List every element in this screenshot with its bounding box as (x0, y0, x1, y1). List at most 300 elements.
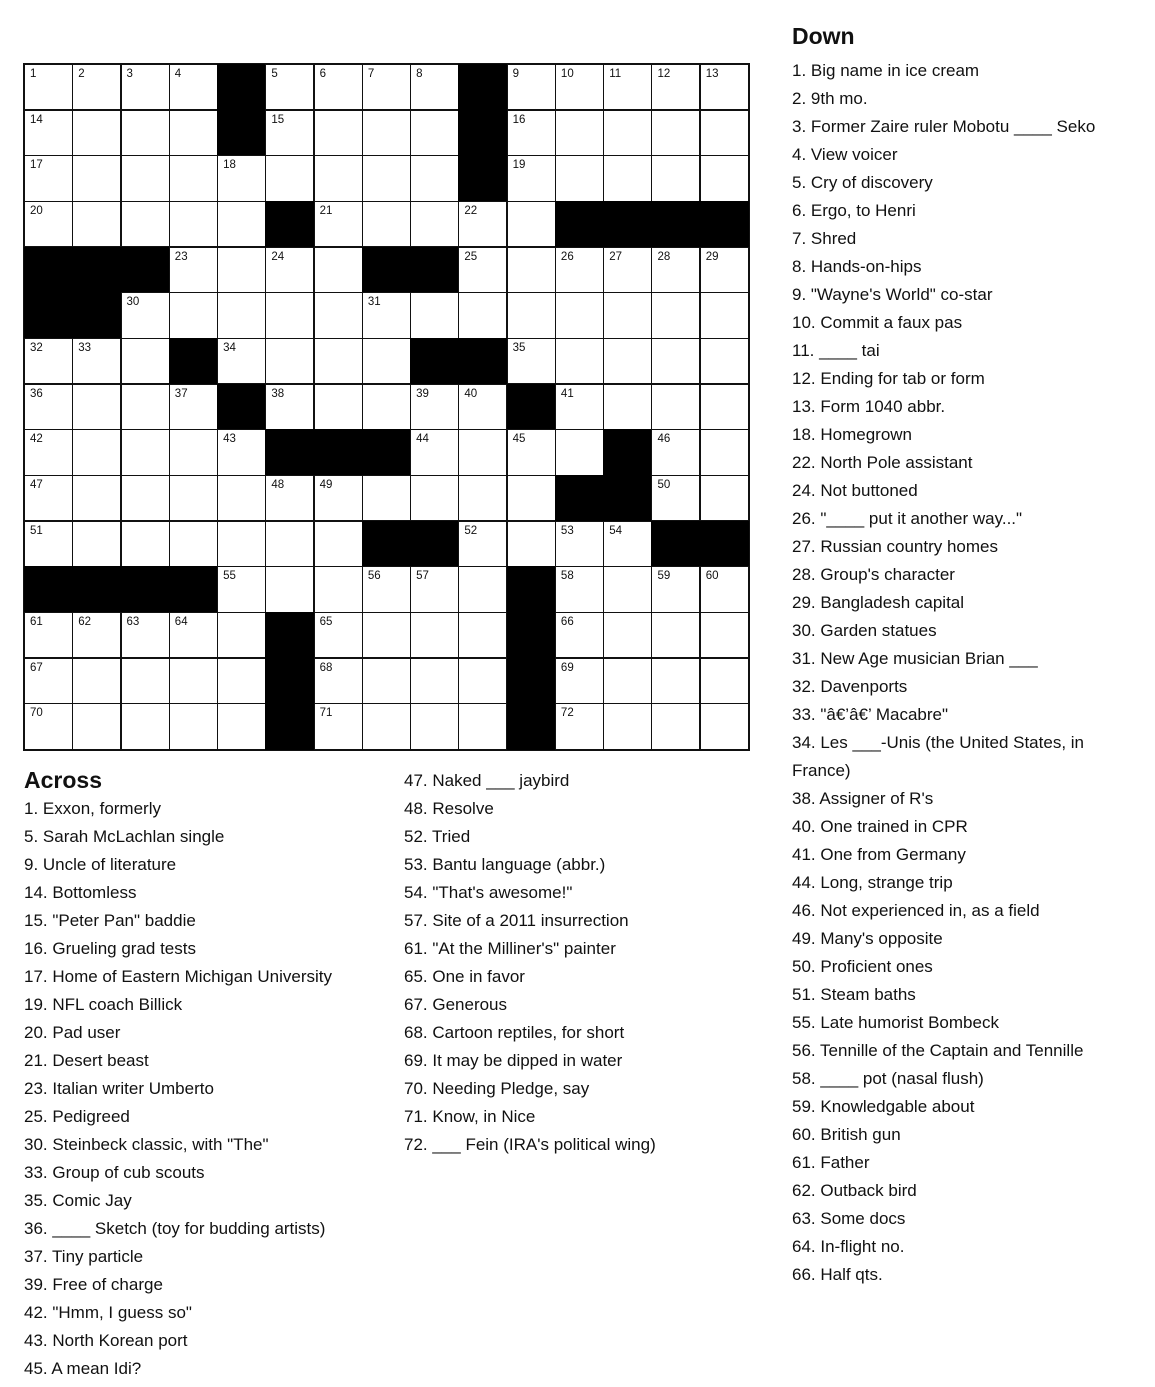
clue-number: 34 (223, 342, 236, 354)
clue-item: 14. Bottomless (24, 883, 137, 902)
grid-cell[interactable] (169, 703, 218, 749)
grid-cell[interactable] (24, 110, 73, 156)
grid-cell[interactable] (555, 429, 604, 475)
grid-cell[interactable] (265, 247, 314, 293)
grid-cell[interactable] (169, 521, 218, 567)
grid-cell[interactable] (651, 64, 700, 110)
crossword-grid (23, 63, 750, 751)
clue-number: 12 (657, 68, 671, 80)
grid-cell[interactable] (410, 64, 459, 110)
grid-cell[interactable] (169, 64, 218, 110)
grid-cell[interactable] (603, 64, 652, 110)
clue-number: 7 (367, 68, 375, 80)
grid-cell[interactable] (507, 155, 556, 201)
grid-cell[interactable] (362, 703, 411, 749)
grid-cell[interactable] (169, 612, 218, 658)
grid-cell[interactable] (72, 429, 121, 475)
grid-cell[interactable] (410, 292, 459, 338)
clue-item: 39. Free of charge (24, 1275, 163, 1294)
grid-cell[interactable] (362, 612, 411, 658)
grid-cell[interactable] (72, 64, 121, 110)
clue-number: 49 (319, 479, 333, 491)
grid-cell[interactable] (458, 658, 507, 704)
clue-item: 20. Pad user (24, 1023, 121, 1042)
grid-cell[interactable] (314, 110, 363, 156)
grid-cell[interactable] (314, 64, 363, 110)
grid-block (265, 703, 314, 749)
grid-cell[interactable] (362, 155, 411, 201)
grid-cell[interactable] (121, 110, 170, 156)
grid-cell[interactable] (458, 703, 507, 749)
grid-block (121, 247, 170, 293)
grid-cell[interactable] (169, 292, 218, 338)
grid-cell[interactable] (24, 384, 73, 430)
grid-cell[interactable] (458, 201, 507, 247)
clue-item: 70. Needing Pledge, say (404, 1079, 590, 1098)
grid-cell[interactable] (651, 703, 700, 749)
grid-block (169, 338, 218, 384)
clue-item: 55. Late humorist Bombeck (792, 1013, 999, 1032)
grid-block (362, 429, 411, 475)
grid-cell[interactable] (314, 475, 363, 521)
grid-cell[interactable] (169, 110, 218, 156)
grid-cell[interactable] (700, 612, 749, 658)
grid-cell[interactable] (555, 612, 604, 658)
grid-cell[interactable] (314, 566, 363, 612)
clue-number: 58 (560, 570, 574, 583)
down-heading: Down (792, 23, 855, 49)
grid-cell[interactable] (603, 338, 652, 384)
grid-cell[interactable] (265, 64, 314, 110)
grid-cell[interactable] (217, 155, 266, 201)
grid-cell[interactable] (72, 612, 121, 658)
grid-cell[interactable] (72, 521, 121, 567)
grid-cell[interactable] (410, 201, 459, 247)
grid-cell[interactable] (700, 429, 749, 475)
grid-cell[interactable] (555, 64, 604, 110)
clue-number: 61 (30, 616, 43, 628)
grid-cell[interactable] (555, 155, 604, 201)
across-clue-list (24, 795, 394, 1383)
grid-cell[interactable] (410, 658, 459, 704)
grid-cell[interactable] (24, 64, 73, 110)
clue-item: 68. Cartoon reptiles, for short (404, 1023, 625, 1042)
grid-cell[interactable] (410, 566, 459, 612)
grid-cell[interactable] (700, 110, 749, 156)
grid-cell[interactable] (555, 658, 604, 704)
clue-item: 29. Bangladesh capital (792, 593, 965, 612)
grid-cell[interactable] (700, 292, 749, 338)
clue-item: 33. Group of cub scouts (24, 1163, 205, 1182)
grid-cell[interactable] (651, 384, 700, 430)
grid-cell[interactable] (700, 566, 749, 612)
grid-cell[interactable] (314, 521, 363, 567)
grid-block (72, 566, 121, 612)
clue-item: 7. Shred (792, 229, 857, 248)
grid-cell[interactable] (410, 429, 459, 475)
grid-block (265, 201, 314, 247)
clue-item: 72. ___ Fein (IRA's political wing) (404, 1135, 656, 1154)
grid-cell[interactable] (555, 292, 604, 338)
grid-block (458, 155, 507, 201)
grid-cell[interactable] (458, 292, 507, 338)
grid-cell[interactable] (169, 155, 218, 201)
clue-item: 36. ____ Sketch (toy for budding artists) (24, 1219, 326, 1238)
clue-item: 59. Knowledgable about (792, 1097, 975, 1116)
grid-cell[interactable] (72, 658, 121, 704)
grid-cell[interactable] (121, 64, 170, 110)
clue-number: 57 (416, 570, 429, 583)
clue-number: 63 (126, 616, 140, 628)
clue-number: 35 (512, 342, 526, 354)
clue-number: 11 (609, 68, 622, 80)
grid-cell[interactable] (24, 338, 73, 384)
clue-number: 27 (609, 250, 622, 263)
grid-cell[interactable] (314, 201, 363, 247)
clue-item: 50. Proficient ones (792, 957, 933, 976)
grid-cell[interactable] (265, 521, 314, 567)
grid-cell[interactable] (700, 658, 749, 704)
grid-cell[interactable] (24, 429, 73, 475)
grid-cell[interactable] (169, 384, 218, 430)
grid-cell[interactable] (72, 703, 121, 749)
grid-cell[interactable] (121, 338, 170, 384)
grid-block (507, 566, 556, 612)
grid-cell[interactable] (651, 110, 700, 156)
grid-cell[interactable] (217, 429, 266, 475)
clue-item: 42. "Hmm, I guess so" (24, 1303, 192, 1322)
clue-item: 57. Site of a 2011 insurrection (404, 911, 629, 930)
grid-cell[interactable] (362, 64, 411, 110)
clue-item: 49. Many's opposite (792, 929, 943, 948)
grid-cell[interactable] (217, 201, 266, 247)
grid-cell[interactable] (555, 703, 604, 749)
grid-cell[interactable] (458, 566, 507, 612)
grid-cell[interactable] (121, 703, 170, 749)
grid-block (121, 566, 170, 612)
grid-block (603, 201, 652, 247)
grid-block (507, 384, 556, 430)
clue-number: 41 (560, 387, 574, 400)
grid-cell[interactable] (24, 703, 73, 749)
grid-cell[interactable] (700, 384, 749, 430)
grid-cell[interactable] (555, 384, 604, 430)
grid-cell[interactable] (555, 110, 604, 156)
grid-block (169, 566, 218, 612)
grid-cell[interactable] (265, 292, 314, 338)
grid-cell[interactable] (651, 292, 700, 338)
grid-cell[interactable] (265, 110, 314, 156)
clue-item: 58. ____ pot (nasal flush) (792, 1069, 984, 1088)
clue-number: 29 (705, 250, 719, 263)
grid-cell[interactable] (603, 658, 652, 704)
grid-cell[interactable] (121, 475, 170, 521)
clue-item: 13. Form 1040 abbr. (792, 397, 946, 416)
clue-item: 71. Know, in Nice (404, 1107, 536, 1126)
clue-number: 14 (30, 113, 43, 126)
grid-cell[interactable] (458, 475, 507, 521)
grid-cell[interactable] (24, 612, 73, 658)
grid-cell[interactable] (651, 612, 700, 658)
clue-number: 1 (30, 68, 37, 80)
clue-number: 31 (367, 296, 381, 309)
grid-cell[interactable] (121, 201, 170, 247)
grid-cell[interactable] (362, 384, 411, 430)
clue-number: 50 (657, 479, 671, 491)
grid-cell[interactable] (314, 612, 363, 658)
clue-number: 26 (560, 250, 574, 263)
clue-number: 40 (464, 387, 478, 400)
clue-item: 26. "____ put it another way..." (792, 509, 1023, 528)
clue-number: 72 (560, 707, 574, 720)
grid-cell[interactable] (169, 658, 218, 704)
grid-cell[interactable] (603, 612, 652, 658)
grid-cell[interactable] (314, 247, 363, 293)
grid-block (217, 110, 266, 156)
grid-cell[interactable] (217, 247, 266, 293)
grid-cell[interactable] (651, 338, 700, 384)
grid-cell[interactable] (169, 429, 218, 475)
clue-number: 65 (319, 616, 333, 628)
clue-number: 19 (512, 159, 526, 172)
grid-cell[interactable] (217, 521, 266, 567)
grid-cell[interactable] (458, 612, 507, 658)
grid-cell[interactable] (217, 612, 266, 658)
grid-cell[interactable] (555, 338, 604, 384)
across-clue-list-continued (404, 767, 774, 1159)
grid-cell[interactable] (169, 475, 218, 521)
clue-number: 70 (30, 707, 43, 720)
clue-number: 21 (319, 205, 333, 217)
grid-cell[interactable] (603, 703, 652, 749)
clue-item: 51. Steam baths (792, 985, 916, 1004)
grid-cell[interactable] (555, 566, 604, 612)
grid-cell[interactable] (265, 155, 314, 201)
grid-cell[interactable] (217, 703, 266, 749)
clue-item: 9. "Wayne's World" co-star (792, 285, 993, 304)
clue-number: 54 (609, 524, 622, 537)
grid-cell[interactable] (458, 247, 507, 293)
clue-number: 47 (30, 479, 43, 491)
grid-cell[interactable] (507, 201, 556, 247)
grid-cell[interactable] (314, 703, 363, 749)
grid-cell[interactable] (603, 292, 652, 338)
grid-block (507, 612, 556, 658)
grid-cell[interactable] (265, 566, 314, 612)
grid-cell[interactable] (217, 566, 266, 612)
grid-cell[interactable] (700, 475, 749, 521)
grid-cell[interactable] (603, 155, 652, 201)
grid-cell[interactable] (121, 292, 170, 338)
clue-number: 51 (30, 524, 43, 537)
clue-item: 17. Home of Eastern Michigan University (24, 967, 333, 986)
grid-cell[interactable] (314, 155, 363, 201)
grid-cell[interactable] (72, 201, 121, 247)
grid-cell[interactable] (555, 247, 604, 293)
grid-cell[interactable] (362, 201, 411, 247)
grid-block (458, 64, 507, 110)
grid-cell[interactable] (72, 155, 121, 201)
grid-cell[interactable] (72, 384, 121, 430)
grid-cell[interactable] (603, 247, 652, 293)
grid-cell[interactable] (121, 429, 170, 475)
clue-item: 45. A mean Idi? (24, 1359, 142, 1378)
grid-cell[interactable] (410, 612, 459, 658)
grid-cell[interactable] (651, 566, 700, 612)
grid-cell[interactable] (314, 292, 363, 338)
clue-number: 15 (271, 113, 285, 126)
clue-number: 33 (78, 342, 92, 354)
grid-cell[interactable] (314, 384, 363, 430)
grid-cell[interactable] (603, 521, 652, 567)
clue-number: 44 (416, 433, 429, 446)
grid-cell[interactable] (362, 475, 411, 521)
grid-cell[interactable] (458, 521, 507, 567)
grid-cell[interactable] (700, 247, 749, 293)
clue-item: 34. Les ___-Unis (the United States, in France) (792, 733, 1084, 780)
grid-cell[interactable] (458, 384, 507, 430)
grid-cell[interactable] (362, 292, 411, 338)
clue-item: 65. One in favor (404, 967, 525, 986)
grid-cell[interactable] (603, 384, 652, 430)
grid-cell[interactable] (265, 384, 314, 430)
grid-cell[interactable] (507, 292, 556, 338)
grid-cell[interactable] (217, 475, 266, 521)
grid-cell[interactable] (458, 429, 507, 475)
grid-block (265, 658, 314, 704)
grid-cell[interactable] (24, 658, 73, 704)
grid-cell[interactable] (410, 110, 459, 156)
grid-cell[interactable] (507, 475, 556, 521)
grid-cell[interactable] (362, 338, 411, 384)
grid-cell[interactable] (700, 703, 749, 749)
clue-number: 69 (560, 661, 574, 674)
grid-cell[interactable] (314, 338, 363, 384)
clue-number: 30 (126, 296, 140, 309)
clue-item: 48. Resolve (404, 799, 494, 818)
grid-block (265, 429, 314, 475)
grid-cell[interactable] (410, 475, 459, 521)
grid-cell[interactable] (507, 110, 556, 156)
clue-item: 56. Tennille of the Captain and Tennille (792, 1041, 1084, 1060)
grid-block (507, 658, 556, 704)
clue-item: 60. British gun (792, 1125, 901, 1144)
grid-block (651, 521, 700, 567)
grid-cell[interactable] (700, 155, 749, 201)
clue-number: 45 (512, 433, 526, 446)
grid-cell[interactable] (651, 155, 700, 201)
grid-cell[interactable] (555, 521, 604, 567)
clue-number: 10 (560, 68, 574, 80)
grid-cell[interactable] (217, 292, 266, 338)
clue-item: 37. Tiny particle (24, 1247, 144, 1266)
grid-block (24, 247, 73, 293)
grid-cell[interactable] (24, 475, 73, 521)
grid-cell[interactable] (651, 475, 700, 521)
grid-cell[interactable] (410, 155, 459, 201)
grid-cell[interactable] (410, 384, 459, 430)
clue-item: 38. Assigner of R's (792, 789, 934, 808)
grid-block (458, 110, 507, 156)
grid-block (217, 64, 266, 110)
grid-cell[interactable] (410, 703, 459, 749)
grid-cell[interactable] (651, 658, 700, 704)
clue-number: 3 (126, 68, 133, 80)
grid-cell[interactable] (362, 566, 411, 612)
grid-block (410, 247, 459, 293)
grid-cell[interactable] (72, 338, 121, 384)
grid-cell[interactable] (265, 338, 314, 384)
grid-cell[interactable] (507, 521, 556, 567)
clue-number: 53 (560, 524, 574, 537)
clue-number: 68 (319, 661, 333, 674)
clue-item: 53. Bantu language (abbr.) (404, 855, 606, 874)
grid-cell[interactable] (121, 155, 170, 201)
clue-item: 1. Exxon, formerly (24, 799, 161, 818)
clue-item: 15. "Peter Pan" baddie (24, 911, 196, 930)
grid-cell[interactable] (603, 566, 652, 612)
grid-block (265, 612, 314, 658)
grid-cell[interactable] (314, 658, 363, 704)
clue-item: 46. Not experienced in, as a field (792, 901, 1040, 920)
grid-cell[interactable] (169, 201, 218, 247)
grid-cell[interactable] (265, 475, 314, 521)
grid-cell[interactable] (362, 110, 411, 156)
grid-cell[interactable] (700, 64, 749, 110)
grid-cell[interactable] (217, 658, 266, 704)
grid-cell[interactable] (24, 201, 73, 247)
clue-number: 28 (657, 250, 671, 263)
grid-cell[interactable] (121, 658, 170, 704)
grid-cell[interactable] (121, 612, 170, 658)
clue-number: 5 (271, 68, 278, 80)
clue-item: 43. North Korean port (24, 1331, 188, 1350)
clue-number: 37 (174, 387, 188, 400)
clue-item: 22. North Pole assistant (792, 453, 973, 472)
clue-number: 16 (512, 113, 526, 126)
clue-item: 64. In-flight no. (792, 1237, 905, 1256)
clue-item: 21. Desert beast (24, 1051, 149, 1070)
grid-block (507, 703, 556, 749)
grid-cell[interactable] (24, 155, 73, 201)
grid-cell[interactable] (700, 338, 749, 384)
grid-cell[interactable] (507, 64, 556, 110)
grid-block (555, 201, 604, 247)
grid-block (603, 475, 652, 521)
grid-cell[interactable] (121, 521, 170, 567)
grid-cell[interactable] (217, 338, 266, 384)
grid-cell[interactable] (169, 247, 218, 293)
clue-item: 41. One from Germany (792, 845, 966, 864)
grid-cell[interactable] (507, 247, 556, 293)
grid-cell[interactable] (651, 247, 700, 293)
grid-block (24, 292, 73, 338)
grid-cell[interactable] (603, 110, 652, 156)
clue-number: 55 (223, 570, 236, 583)
grid-cell[interactable] (24, 521, 73, 567)
clue-item: 16. Grueling grad tests (24, 939, 196, 958)
grid-cell[interactable] (72, 475, 121, 521)
grid-cell[interactable] (651, 429, 700, 475)
grid-cell[interactable] (121, 384, 170, 430)
grid-block (410, 521, 459, 567)
grid-cell[interactable] (362, 658, 411, 704)
clue-number: 18 (223, 159, 236, 172)
clue-item: 62. Outback bird (792, 1181, 917, 1200)
grid-cell[interactable] (507, 338, 556, 384)
grid-cell[interactable] (72, 110, 121, 156)
grid-cell[interactable] (507, 429, 556, 475)
